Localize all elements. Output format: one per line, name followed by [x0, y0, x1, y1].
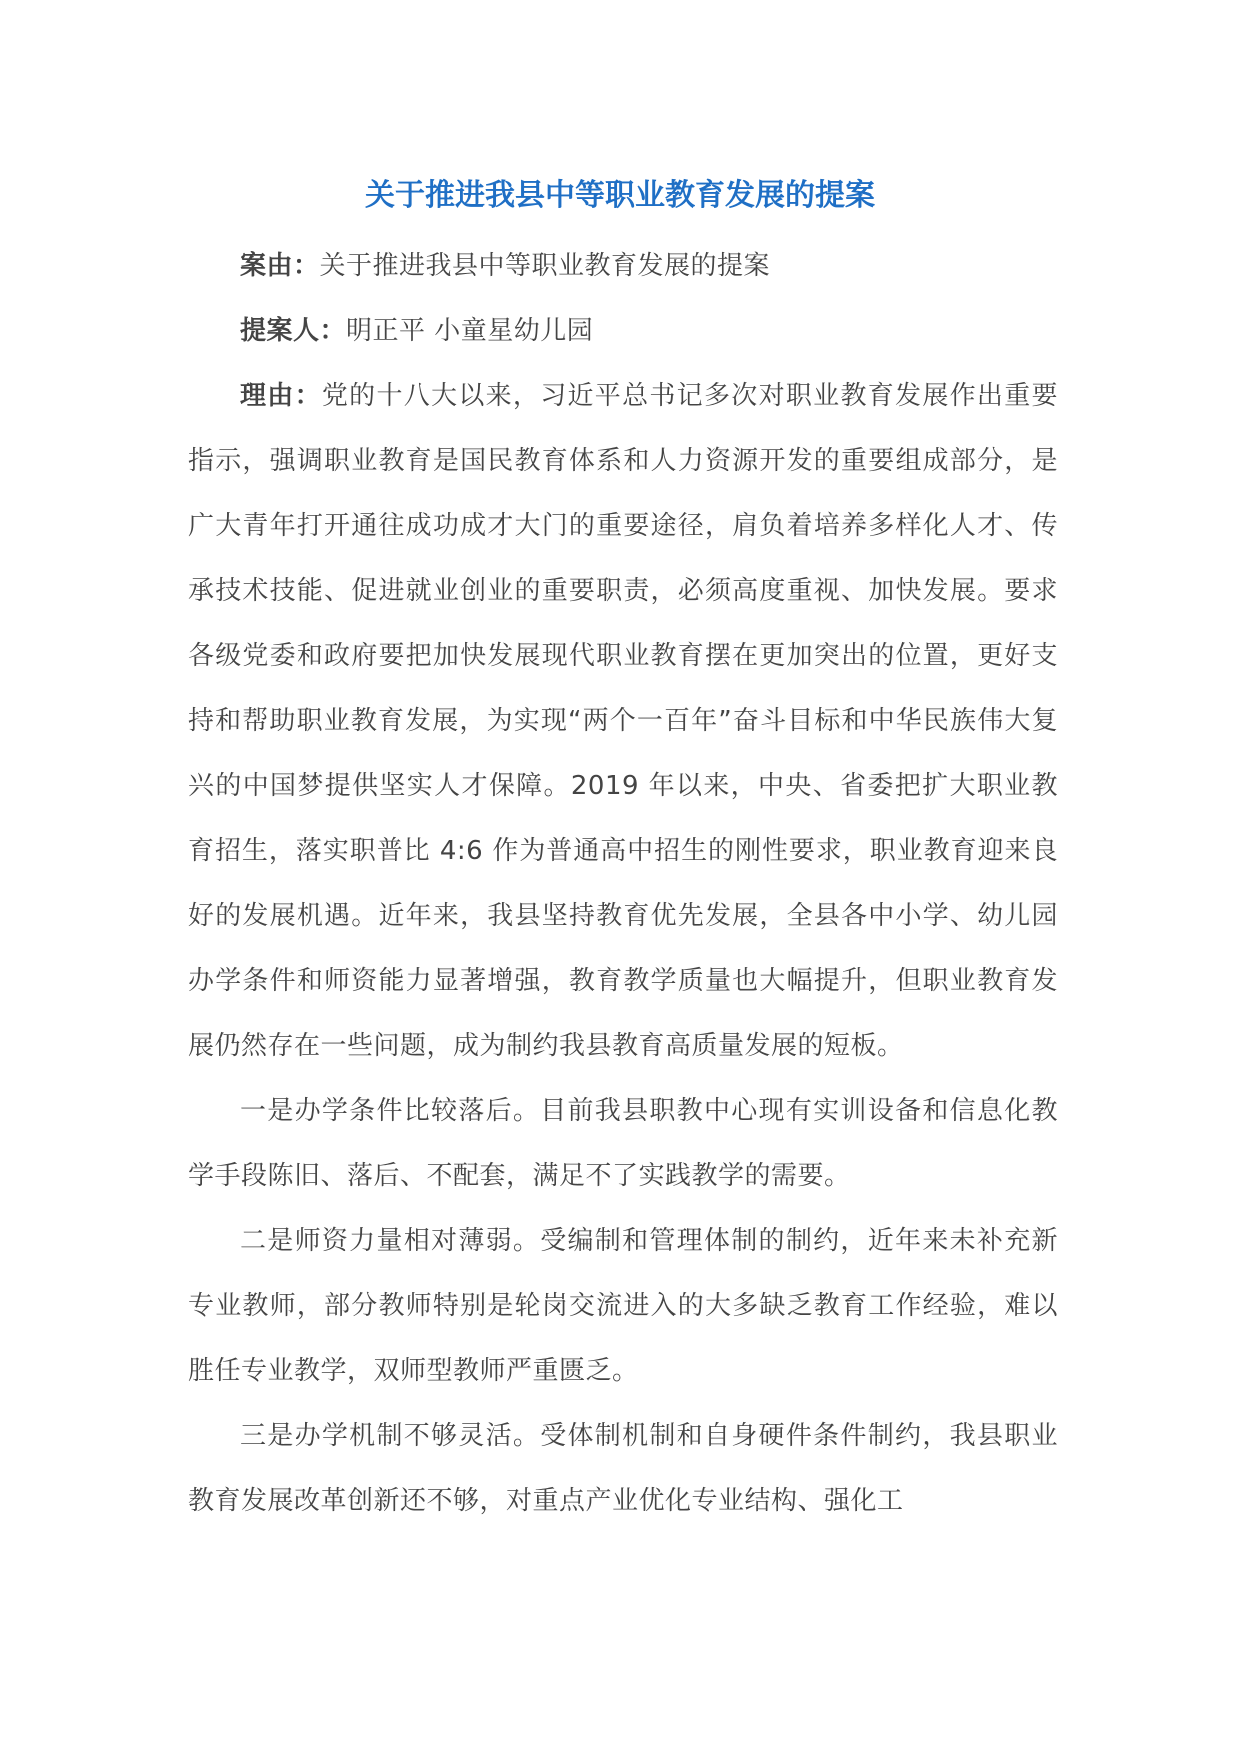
reason-label: 理由： — [240, 381, 322, 411]
proposer-value: 明正平 小童星幼儿园 — [346, 316, 594, 346]
document-title: 关于推进我县中等职业教育发展的提案 — [365, 178, 875, 213]
case-value: 关于推进我县中等职业教育发展的提案 — [319, 251, 771, 281]
point-two-paragraph: 二是师资力量相对薄弱。受编制和管理体制的制约，近年来未补充新专业教师，部分教师特别是轮岗交流进入的大多缺乏教育工作经验，难以胜任专业教学，双师型教师严重匮乏。 — [188, 1226, 1058, 1386]
proposer-label: 提案人： — [240, 316, 347, 346]
document-body — [188, 234, 1058, 1534]
point-one-paragraph: 一是办学条件比较落后。目前我县职教中心现有实训设备和信息化教学手段陈旧、落后、不配套，满足不了实践教学的需要。 — [188, 1096, 1058, 1191]
case-label: 案由： — [240, 251, 320, 281]
case-paragraph — [188, 234, 1058, 299]
reason-paragraph — [188, 364, 1058, 1079]
point-three-paragraph: 三是办学机制不够灵活。受体制机制和自身硬件条件制约，我县职业教育发展改革创新还不够，对重点产业优化专业结构、强化工 — [188, 1421, 1058, 1516]
reason-text: 党的十八大以来，习近平总书记多次对职业教育发展作出重要指示，强调职业教育是国民教育体系和人力资源开发的重要组成部分，是广大青年打开通往成功成才大门的重要途径，肩负着培养多样化人才、传承技术技能、促进就业创业的重要职责，必须高度重视、加快发展。要求各级党委和政府要把加快发展现代职业教育摆在更加突出的位置，更好支持和帮助职业教育发展，为实现“两个一百年”奋斗目标和中华民族伟大复兴的中国梦提供坚实人才保障。2019 年以来，中央、省委把扩大职业教育招生，落实职普比 4:6 作为普通高中招生的刚性要求，职业教育迎来良好的发展机遇。近年来，我县坚持教育优先发展，全县各中小学、幼儿园办学条件和师资能力显著增强，教育教学质量也大幅提升，但职业教育发展仍然存在一些问题，成为制约我县教育高质量发展的短板。 — [188, 381, 1058, 1061]
proposer-paragraph — [188, 299, 1058, 364]
